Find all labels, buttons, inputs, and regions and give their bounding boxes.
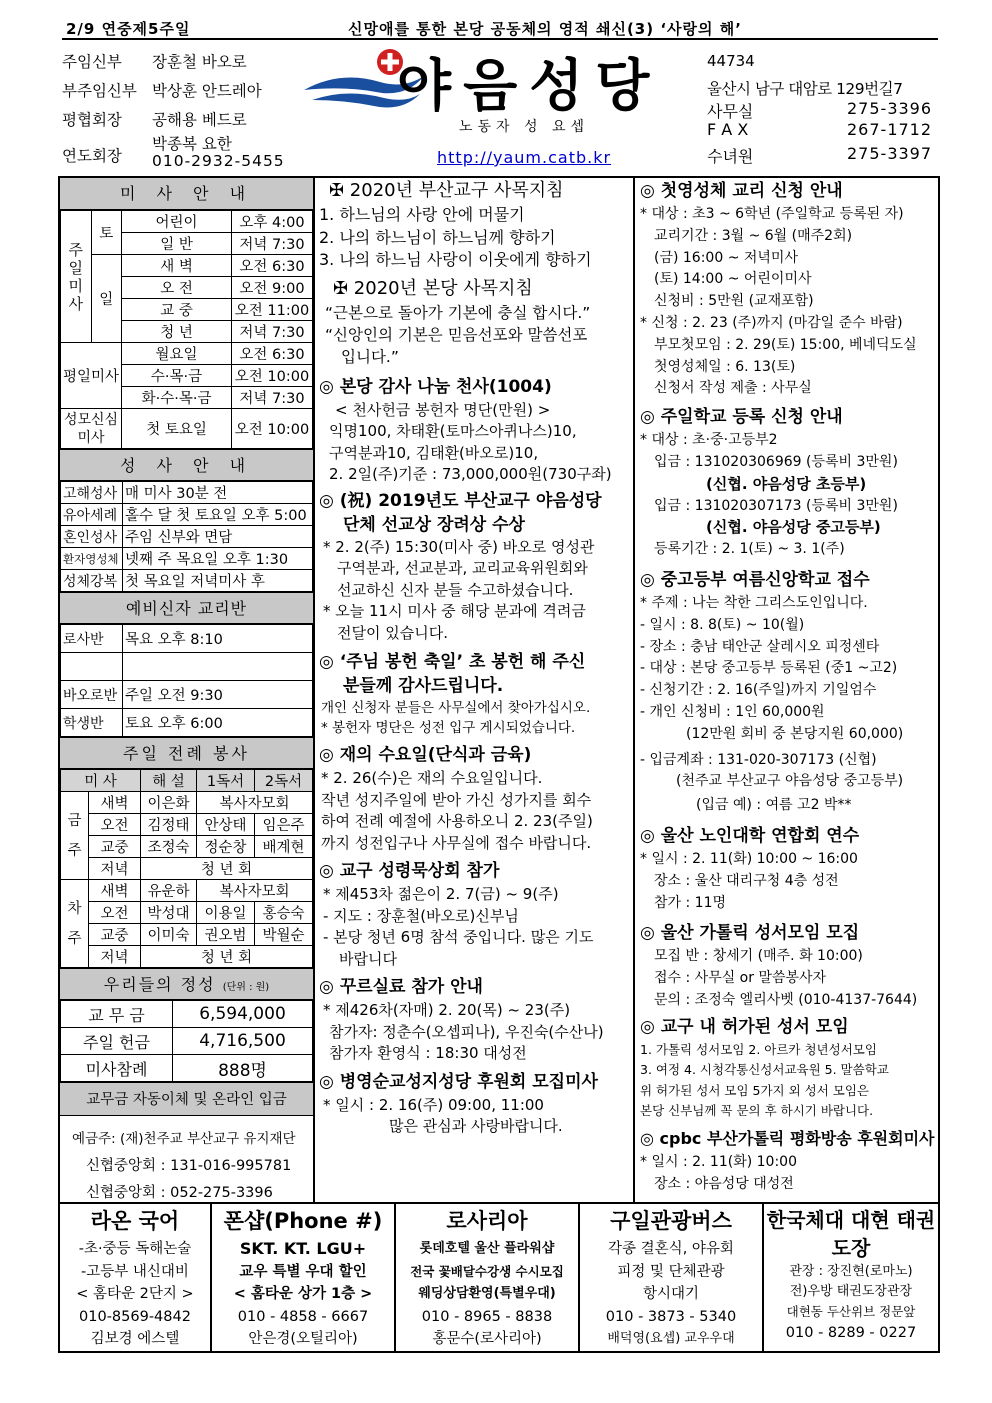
contact-fax: F A X 267-1712 [707, 120, 933, 139]
mass-section-title: 미 사 안 내 [60, 178, 313, 210]
holy-hour-label: 성모신심 미사 [61, 409, 122, 449]
cursillo-body: * 제426차(자매) 2. 20(목) ~ 23(주) 참가자: 정춘수(오셉피나), 우진숙(수산나) 참가자 환영식 : 18:30 대성전 [323, 1001, 604, 1062]
autopay-info: 예금주: (재)천주교 부산교구 유지재단 신협중앙회 : 131-016-995781 신협중앙회 : 052-275-3396 [72, 1131, 296, 1201]
middle-column [315, 178, 635, 1202]
diocese-pastoral-title: ✠ 2020년 부산교구 사목지침 [329, 180, 564, 201]
clergy-row: 주임신부 장훈철 바오로 [62, 53, 247, 71]
right-column [635, 178, 940, 1202]
autopay-title: 교무금 자동이체 및 온라인 입금 [60, 1082, 313, 1116]
clergy-row: 부주임신부 박상훈 안드레아 [62, 82, 262, 100]
summer-school-title: ◎ 중고등부 여름신앙학교 접수 [640, 569, 870, 590]
cursillo-title: ◎ 꾸르실료 참가 안내 [319, 977, 483, 997]
offering-table: 교 무 금 6,594,000 주일 헌금 4,716,500 미사참례 888명 [60, 1000, 313, 1082]
award-body: * 2. 2(주) 15:30(미사 중) 바오로 영성관 구역분과, 선교분과, 교리교육위원회와 선교하신 신자 분들 수고하셨습니다. * 오늘 11시 미사 중 해당 분과에 격려금 전달이 있습니다. [323, 537, 595, 642]
clergy-row: 연도회장 [62, 147, 122, 165]
address: 울산시 남구 대암로 129번길7 [707, 80, 903, 98]
retreat-title: ◎ 교구 성령묵상회 참가 [319, 861, 500, 881]
clergy-phone: 010-2932-5455 [152, 152, 285, 170]
thanks-body: < 천사헌금 봉헌자 명단(만원) > 익명100, 차태환(토마스아퀴나스)10, 구역분과10, 김태환(바오로)10, 2. 2일(주)기준 : 73,000,000원(730구좌) [329, 400, 612, 483]
contact-office: 사무실 275-3396 [707, 99, 933, 121]
cpbc-body: * 일시 : 2. 11(화) 10:00 장소 : 야음성당 대성전 [640, 1153, 797, 1192]
first-communion-body: * 대상 : 초3 ~ 6학년 (주일학교 등록된 자) 교리기간 : 3월 ~ 6월 (매주2회) (금) 16:00 ~ 저녁미사 (토) 14:00 ~ 어린이미사 신청비 : 5만원 (교재포함) * 신청 : 2. 23 (주)까지 (마감일 준수 바람) 부모첫모임 : 2. 29(토) 15:00, 베네딕도실 첫영성체일 : 6. 13(토) 신청서 작성 제출 : 사무실 [640, 206, 917, 397]
shrine-body: * 일시 : 2. 16(주) 09:00, 11:00 많은 관심과 사랑바랍니다. [323, 1095, 563, 1135]
ad-raon: 라온 국어 -초·중등 독해논술 -고등부 내신대비 < 홈타운 2단지 > 010-8569-4842 김보경 에스텔 [60, 1204, 212, 1353]
bible-group-title: ◎ 울산 가톨릭 성서모임 모집 [640, 923, 860, 944]
cpbc-title: ◎ cpbc 부산가톨릭 평화방송 후원회미사 [640, 1128, 935, 1148]
next-week-label: 차주 [61, 880, 89, 968]
offering-section-title: 우리들의 정성 (단위 : 원) [60, 968, 313, 1000]
candle-offering-body: 개인 신청자 분들은 사무실에서 찾아가십시오. * 봉헌자 명단은 성전 입구 게시되었습니다. [321, 700, 591, 736]
catechumen-section-title: 예비신자 교리반 [60, 592, 313, 624]
issue-theme: 신망애를 통한 본당 공동체의 영적 쇄신(3) ‘사랑의 해’ [348, 20, 742, 38]
header [62, 44, 938, 172]
ash-wednesday-body: * 2. 26(수)은 재의 수요일입니다. 작년 성지주일에 받아 가신 성가지를 회수 하여 전례 예절에 사용하오니 2. 23(주일) 까지 성전입구나 사무실에 접수 바랍니다. [321, 769, 593, 852]
shrine-title: ◎ 병영순교성지성당 후원회 모집미사 [319, 1071, 598, 1092]
this-week-label: 금주 [61, 792, 89, 880]
saturday-label: 토 [91, 211, 122, 255]
issue-date: 2/9 연중제5주일 [66, 20, 191, 38]
sacrament-section-title: 성 사 안 내 [60, 449, 313, 481]
allowed-bible-title: ◎ 교구 내 허가된 성서 모임 [640, 1016, 849, 1037]
bible-group-body: 모집 반 : 창세기 (매주. 화 10:00) 접수 : 사무실 or 말씀봉사자 문의 : 조정숙 엘리사벳 (010-4137-7644) [654, 948, 918, 1008]
liturgy-table: 미 사 해 설 1독서 2독서 금주 새벽 이은화 복사자모회 오전 김정태 안상태 임은주 교중 조정숙 정순창 배계현 저녁 청 년 회 차주 새벽 유운하 복사자모회 오전 박성대 이용일 홍승숙 교중 이미숙 권오범 박월순 저녁 청 년 회 [60, 769, 313, 968]
parish-patron: 노동자 성 요셉 [459, 119, 590, 135]
left-column [60, 178, 315, 1202]
candle-offering-title: ◎ ‘주님 봉헌 축일’ 초 봉헌 해 주신 분들께 감사드립니다. [319, 652, 586, 696]
sunday-school-body: * 대상 : 초·중·고등부2 입금 : 131020306969 (등록비 3만원) (신협. 야음성당 초등부) 입금 : 131020307173 (등록비 3만원) (신협. 야음성당 중고등부) 등록기간 : 2. 1(토) ~ 3. 1(주) [640, 432, 898, 558]
summer-school-body: * 주제 : 나는 착한 그리스도인입니다. - 일시 : 8. 8(토) ~ 10(월) - 장소 : 충남 태안군 살레시오 피정센타 - 대상 : 본당 중고등부 등록된 (중1 ~고2) - 신청기간 : 2. 16(주일)까지 기일엄수 - 개인 신청비 : 1인 60,000원 (12만원 회비 중 본당지원 60,000) - 입금계좌 : 131-020-307173 (신협) (천주교 부산교구 야음성당 중고등부) (입금 예) : 여름 고2 박** [640, 594, 904, 814]
liturgy-section-title: 주일 전례 봉사 [60, 737, 313, 769]
catechumen-table: 로사반 목요 오후 8:10 바오로반 주일 오전 9:30 학생반 토요 오후 6:00 [60, 624, 313, 737]
top-line [62, 18, 938, 40]
sacrament-table: 고해성사 매 미사 30분 전 유아세례 홀수 달 첫 토요일 오후 5:00 혼인성사 주임 신부와 면담 환자영성체 넷째 주 목요일 오후 1:30 성체강복 첫 목요일 저녁미사 후 [60, 481, 313, 592]
ash-wednesday-title: ◎ 재의 수요일(단식과 금육) [319, 745, 532, 765]
parish-pastoral-title: ✠ 2020년 본당 사목지침 [333, 277, 533, 299]
ad-bus: 구일관광버스 각종 결혼식, 야유회 피정 및 단체관광 항시대기 010 - 3873 - 5340 배덕영(요셉) 교우우대 [580, 1204, 764, 1353]
retreat-body: * 제453차 젊은이 2. 7(금) ~ 9(주) - 지도 : 장훈철(바오로)신부님 - 본당 청년 6명 참석 중입니다. 많은 기도 바랍니다 [323, 885, 594, 968]
ad-strip [60, 1202, 938, 1351]
parish-pastoral-list: “근본으로 돌아가 기본에 충실 합시다.” “신앙인의 기본은 믿음선포와 말씀선포 입니다.” [325, 303, 591, 366]
weekday-mass-label: 평일미사 [61, 343, 122, 409]
zip-code: 44734 [707, 52, 755, 70]
award-title: ◎ (祝) 2019년도 부산교구 야음성당 단체 선교상 장려상 수상 [319, 490, 602, 535]
senior-college-title: ◎ 울산 노인대학 연합회 연수 [640, 825, 860, 846]
diocese-pastoral-list: 1. 하느님의 사랑 안에 머물기 2. 나의 하느님이 하느님께 향하기 3. 나의 하느님 사랑이 이웃에게 향하기 [319, 205, 592, 269]
parish-url-link[interactable]: http://yaum.catb.kr [437, 148, 612, 167]
contact-convent: 수녀원 275-3397 [707, 144, 933, 166]
clergy-name: 박종복 요한 [152, 135, 232, 153]
mass-table: 주일미사 토 어린이 오후 4:00 일 반 저녁 7:30 일 새 벽 오전 6:30 오 전 오전 9:00 교 중 오전 11:00 청 년 저녁 7:30 평일미사 월요일 오전 6:30 수·목·금 오전 10:00 화·수·목·금 저녁 7:30 성모신심 미사 첫 토요일 오전 10:00 [60, 210, 313, 449]
sunday-school-title: ◎ 주일학교 등록 신청 안내 [640, 407, 843, 428]
first-communion-title: ◎ 첫영성체 교리 신청 안내 [640, 181, 843, 201]
ad-rosaria: 로사리아 롯데호텔 울산 플라워샵 전국 꽃배달수강생 수시모집 웨딩상담환영(특별우대) 010 - 8965 - 8838 홍문수(로사리아) [396, 1204, 580, 1353]
thanks-title: ◎ 본당 감사 나눔 천사(1004) [319, 376, 552, 397]
sunday-label: 일 [91, 255, 122, 343]
senior-college-body: * 일시 : 2. 11(화) 10:00 ~ 16:00 장소 : 울산 대리구청 4층 성전 참가 : 11명 [640, 850, 858, 911]
bulletin-frame [58, 176, 940, 1353]
ad-taekwondo: 한국체대 대현 태권도장 관장 : 장진현(로마노) 전)우방 태권도장관장 대현동 두산위브 정문앞 010 - 8289 - 0227 [766, 1208, 936, 1341]
allowed-bible-body: 1. 가톨릭 성서모임 2. 아르카 청년성서모임 3. 여정 4. 시청각통신성서교육원 5. 말씀학교 위 허가된 성서 모임 5가지 외 성서 모임은 본당 신부님께 꼭 문의 후 하시기 바랍니다. [640, 1041, 889, 1119]
parish-name: 야음성당 [397, 53, 662, 119]
sunday-mass-label: 주일미사 [61, 211, 92, 343]
ad-phoneshop: 폰샵(Phone #) SKT. KT. LGU+ 교우 특별 우대 할인 < 홈타운 상가 1층 > 010 - 4858 - 6667 안은경(오틸리아) [212, 1204, 396, 1353]
clergy-row: 평협회장 공해용 베드로 [62, 111, 247, 129]
